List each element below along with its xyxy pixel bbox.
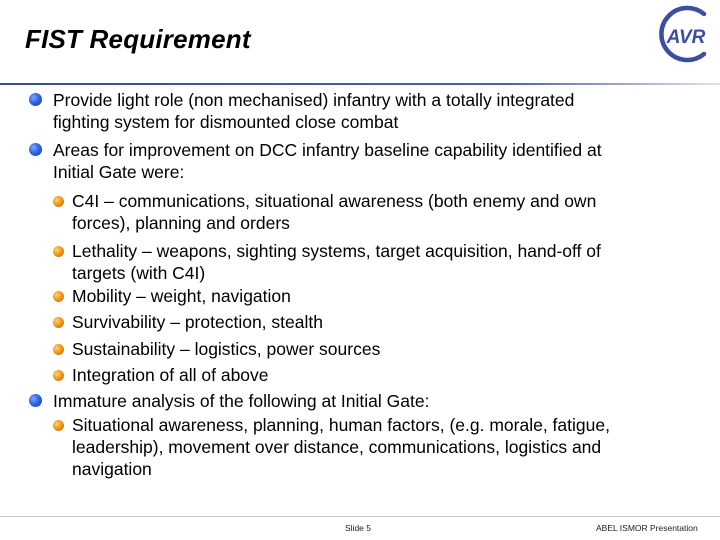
- bullet-item: [53, 390, 429, 412]
- bullet-text-line: Lethality – weapons, sighting systems, target acquisition, hand-off of: [72, 241, 601, 261]
- sub-bullet-item: [72, 240, 601, 284]
- blue-bullet-icon: [29, 143, 42, 156]
- bullet-text-line: leadership), movement over distance, communications, logistics and: [72, 437, 602, 457]
- sub-bullet-item: [72, 414, 610, 480]
- sub-bullet-item: [72, 364, 269, 386]
- bullet-text-line: targets (with C4I): [72, 263, 206, 283]
- bullet-text-line: Mobility – weight, navigation: [72, 286, 291, 306]
- bullet-text-line: Provide light role (non mechanised) infantry with a totally integrated: [53, 90, 575, 110]
- bullet-text-line: Areas for improvement on DCC infantry baseline capability identified at: [53, 140, 602, 160]
- orange-bullet-icon: [53, 246, 64, 257]
- orange-bullet-icon: [53, 196, 64, 207]
- bullet-text-line: Survivability – protection, stealth: [72, 312, 323, 332]
- sub-bullet-item: [72, 285, 291, 307]
- blue-bullet-icon: [29, 93, 42, 106]
- sub-bullet-item: [72, 338, 380, 360]
- footer-divider: [0, 516, 720, 517]
- logo-text: AVR: [666, 27, 706, 48]
- slide-number: Slide 5: [345, 523, 371, 533]
- bullet-text-line: Sustainability – logistics, power sources: [72, 339, 381, 359]
- orange-bullet-icon: [53, 420, 64, 431]
- bullet-text-line: navigation: [72, 459, 152, 479]
- bullet-text-line: Situational awareness, planning, human factors, (e.g. morale, fatigue,: [72, 415, 610, 435]
- bullet-text-line: Immature analysis of the following at Initial Gate:: [53, 391, 430, 411]
- bullet-item: [53, 89, 574, 133]
- orange-bullet-icon: [53, 291, 64, 302]
- blue-bullet-icon: [29, 394, 42, 407]
- orange-bullet-icon: [53, 370, 64, 381]
- bullet-text-line: C4I – communications, situational awareness (both enemy and own: [72, 191, 597, 211]
- sub-bullet-item: [72, 190, 596, 234]
- bullet-text-line: forces), planning and orders: [72, 213, 290, 233]
- bullet-text-line: fighting system for dismounted close combat: [53, 112, 399, 132]
- orange-bullet-icon: [53, 317, 64, 328]
- bullet-text-line: Integration of all of above: [72, 365, 269, 385]
- bullet-text-line: Initial Gate were:: [53, 162, 185, 182]
- bullet-item: [53, 139, 602, 183]
- presentation-name: ABEL ISMOR Presentation: [596, 523, 698, 533]
- orange-bullet-icon: [53, 344, 64, 355]
- sub-bullet-item: [72, 311, 323, 333]
- title-divider: [0, 83, 720, 85]
- avr-logo: [652, 2, 718, 66]
- slide-title: FIST Requirement: [25, 24, 251, 54]
